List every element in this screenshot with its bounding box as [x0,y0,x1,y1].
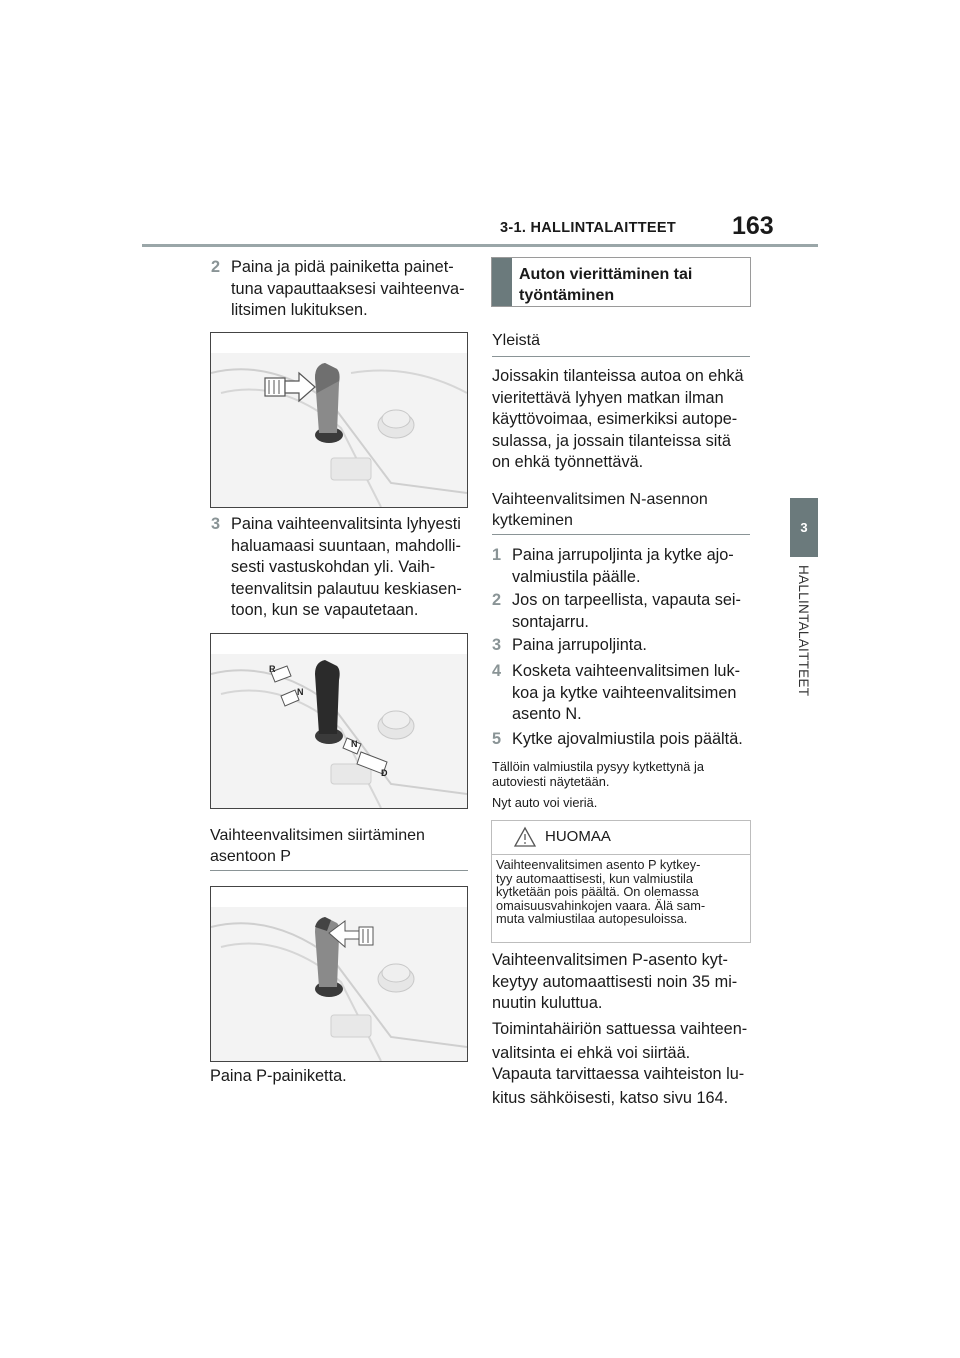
text-line: toon, kun se vapautetaan. [231,601,419,619]
text-line: haluamaasi suuntaan, mahdolli- [231,536,461,555]
heading-accent-bar [492,258,512,306]
text-line: valitsinta ei ehkä voi siirtää. [492,1044,691,1062]
direction-label-d: D [381,768,388,778]
text-line: omaisuusvahinkojen vaara. Älä sam- [496,897,706,913]
text-line: Vaihteenvalitsimen N-asennon [492,491,708,508]
chapter-number-tab: 3 [790,498,818,557]
notice-title: HUOMAA [545,828,611,845]
text-line: sontajarru. [512,612,589,631]
note-can-roll: Nyt auto voi vieriä. [492,795,598,810]
text-line: tyy automaattisesti, kun valmiustila [496,870,694,886]
direction-label-n-upper: N [297,687,304,697]
section-title: 3-1. HALLINTALAITTEET [500,220,676,236]
text-line: nuutin kuluttua. [492,994,603,1012]
text-line: on ehkä työnnettävä. [492,453,644,471]
text-line: Paina ja pidä painiketta painet- [231,258,454,276]
text-line: teenvalitsin palautuu keskiasen- [231,579,462,598]
text-line: käyttövoimaa, esimerkiksi autope- [492,410,738,428]
text-line: Vaihteenvalitsimen P-asento kyt- [492,951,728,969]
text-line: Toimintahäiriön sattuessa vaihteen- [492,1020,748,1038]
note-standby [492,760,754,789]
text-line: kitus sähköisesti, katso sivu 164. [492,1089,729,1107]
text-line: asento N. [512,705,582,723]
text-line: keytyy automaattisesti noin 35 mi- [492,972,738,991]
paragraph-auto-p [492,950,754,1015]
header-divider [142,244,818,247]
text-line: Tällöin valmiustila pysyy kytkettynä ja [492,759,704,774]
text-line: Jos on tarpeellista, vapauta sei- [512,591,741,609]
text-line: kytketään pois päältä. On olemassa [496,884,699,900]
text-line: Paina jarrupoljinta ja kytke ajo- [512,546,734,564]
notice-text [496,858,705,926]
step-number: 3 [492,636,502,654]
step-number: 1 [492,546,502,564]
warning-icon [513,826,537,848]
step-number: 5 [492,730,502,748]
subheading-general: Yleistä [492,330,750,357]
chapter-side-label [790,565,818,715]
notice-box [491,820,751,943]
text-line: valmiustila päälle. [512,567,641,586]
text-line: Auton vierittäminen tai [519,266,693,283]
paragraph-fault [492,1017,754,1065]
text-line: muta valmiustilaa autopesuloissa. [496,911,688,927]
chapter-side-label-text: HALLINTALAITTEET [796,565,811,697]
text-line: sesti vastuskohdan yli. Vaih- [231,558,436,576]
text-line: sulassa, ja jossain tilanteissa sitä [492,431,731,450]
step-number: 2 [211,258,221,276]
text-line: Joissakin tilanteissa autoa on ehkä [492,367,744,385]
direction-label-n-lower: N [351,739,358,749]
text-line: työntäminen [519,287,615,304]
figure-selector-directions [210,633,468,809]
figure-unlock-selector [210,332,468,508]
p-button-illustration [211,887,467,1061]
text-line: autoviesti näytetään. [492,773,610,789]
section-box-heading [491,257,751,307]
paragraph-general [492,366,754,474]
text-line: Kytke ajovalmiustila pois päältä. [512,730,743,748]
text-line: litsimen lukituksen. [231,301,368,319]
gear-direction-illustration [211,634,467,808]
notice-header [492,821,750,855]
step-number: 4 [492,662,502,680]
text-line: Kosketa vaihteenvalitsimen luk- [512,662,741,680]
text-line: kytkeminen [492,512,573,529]
text-line: vieritettävä lyhyen matkan ilman [492,388,724,407]
text-line: Vaihteenvalitsimen asento P kytkey- [496,857,701,872]
text-line: asentoon P [210,848,291,865]
paragraph-press-p: Paina P-painiketta. [210,1067,347,1085]
text-line: Vapauta tarvittaessa vaihteiston lu- [492,1065,745,1083]
text-line: Paina jarrupoljinta. [512,636,647,654]
step-number: 2 [492,591,502,609]
subheading-neutral [492,489,750,535]
page-number: 163 [732,212,774,240]
gear-selector-illustration [211,333,467,507]
text-line: koa ja kytke vaihteenvalitsimen [512,683,737,702]
direction-label-r: R [269,664,276,674]
step-number: 3 [211,515,221,533]
paragraph-release [492,1062,754,1110]
text-line: tuna vapauttaaksesi vaihteenva- [231,279,465,298]
text-line: Vaihteenvalitsimen siirtäminen [210,827,425,844]
text-line: Paina vaihteenvalitsinta lyhyesti [231,515,461,533]
subheading-move-to-p [210,825,468,871]
figure-press-p-button [210,886,468,1062]
